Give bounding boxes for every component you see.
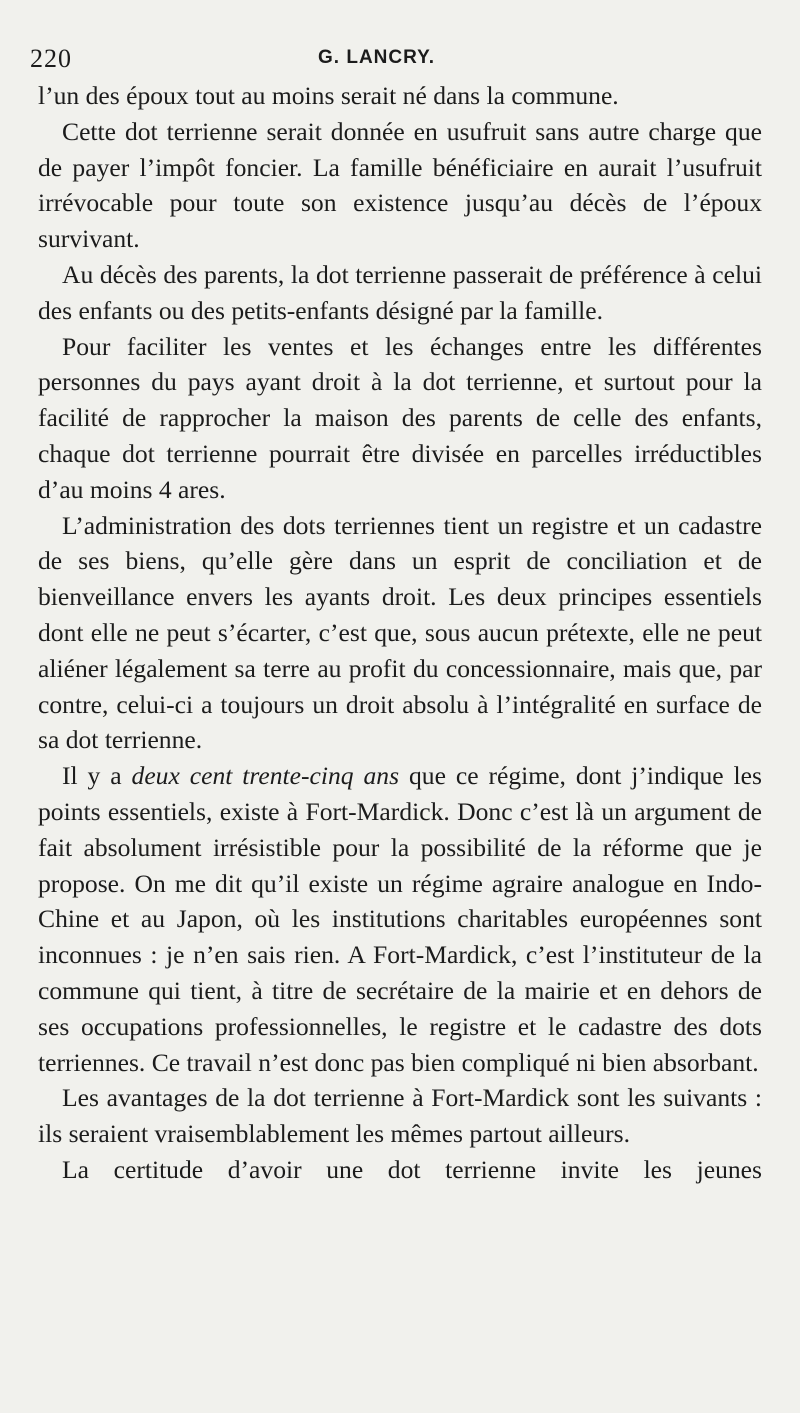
paragraph [38,508,762,759]
paragraph [38,1152,762,1188]
page-header [30,44,762,78]
page-number: 220 [30,44,72,73]
paragraph [38,758,762,1080]
paragraph [38,78,762,114]
paragraph-text: Au décès des parents, la dot terrienne passerait de préférence à celui des enfants ou des petits-enfants désigné par la famille. [38,259,762,325]
paragraph [38,114,762,257]
page-body [38,78,762,1188]
paragraph-text: L’administration des dots terriennes tient un registre et un cadastre de ses biens, qu’elle gère dans un esprit de conciliation et de bienveillance envers les ayants droit. Les deux principes essentiels dont elle ne peut s’écarter, c’est que, sous aucun prétexte, elle ne peut aliéner légalement sa terre au profit du concessionnaire, mais que, par contre, celui-ci a toujours un droit absolu à l’intégralité en surface de sa dot terrienne. [38,510,762,755]
paragraph-text: Pour faciliter les ventes et les échanges entre les différentes personnes du pays ayant droit à la dot terrienne, et surtout pour la facilité de rapprocher la maison des parents de celle des enfants, chaque dot terrienne pourrait être divisée en parcelles irréductibles d’au moins 4 ares. [38,331,762,504]
paragraph-text: l’un des époux tout au moins serait né dans la commune. [38,81,619,110]
paragraph-text: La certitude d’avoir une dot terrienne invite les jeunes [62,1154,762,1184]
paragraph [38,257,762,329]
paragraph-text: Cette dot terrienne serait donnée en usufruit sans autre charge que de payer l’impôt foncier. La famille bénéficiaire en aurait l’usufruit irrévocable pour toute son existence jusqu’au décès de l’époux survivant. [38,116,762,254]
paragraph-text: Il y a [62,761,132,791]
paragraph-text: que ce régime, dont j’indique les points essentiels, existe à Fort-Mardick. Donc c’est là un argument de fait absolument irrésistible pour la possibilité de la réforme que je propose. On me dit qu’il existe un régime agraire analogue en Indo-Chine et au Japon, où les institutions charitables européennes sont inconnues : je n’en sais rien. A Fort-Mardick, c’est l’instituteur de la commune qui tient, à titre de secrétaire de la mairie et en dehors de ses occupations professionnelles, le registre et le cadastre des dots terriennes. Ce travail n’est donc pas bien compliqué ni bien absorbant. [38,761,762,1077]
paragraph-text: Les avantages de la dot terrienne à Fort-Mardick sont les suivants : ils seraient vraisemblablement les mêmes partout ailleurs. [38,1083,762,1149]
paragraph [38,329,762,508]
italic-phrase: deux cent trente-cinq ans [131,761,400,791]
paragraph [38,1080,762,1152]
running-head: G. LANCRY. [318,47,435,68]
